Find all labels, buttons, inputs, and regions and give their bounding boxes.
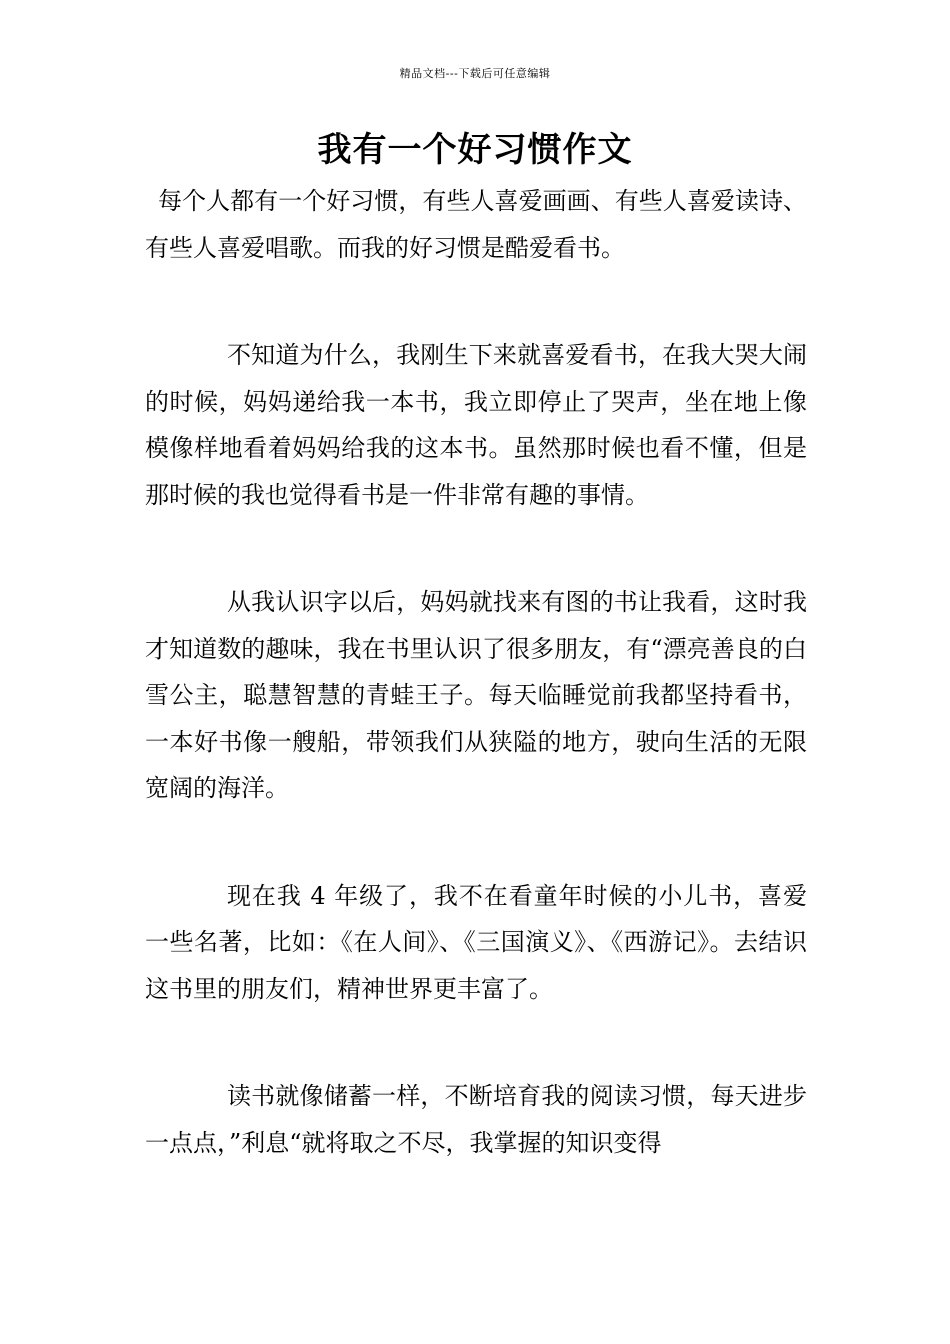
paragraph-gap — [145, 518, 807, 579]
paragraph-4: 现在我 4 年级了，我不在看童年时候的小儿书，喜爱一些名著，比如：《在人间》、《三国演义》、《西游记》。去结识这书里的朋友们，精神世界更丰富了。 — [145, 881, 807, 1003]
paragraph-5: 读书就像储蓄一样，不断培育我的阅读习惯，每天进步一点点，”利息“就将取之不尽，我掌握的知识变得 — [145, 1082, 807, 1157]
document-title: 我有一个好习惯作文 — [317, 130, 633, 170]
paragraph-1: 每个人都有一个好习惯，有些人喜爱画画、有些人喜爱读诗、有些人喜爱唱歌。而我的好习惯是酷爱看书。 — [145, 187, 807, 262]
paragraph-gap — [145, 271, 807, 332]
essay-body — [145, 178, 807, 1166]
paragraph-3: 从我认识字以后，妈妈就找来有图的书让我看，这时我才知道数的趣味，我在书里认识了很多朋友，有“漂亮善良的白雪公主，聪慧智慧的青蛙王子。每天临睡觉前我都坚持看书，一本好书像一艘船，带领我们从狭隘的地方，驶向生活的无限宽阔的海洋。 — [145, 588, 807, 802]
paragraph-gap — [145, 1012, 807, 1073]
paragraph-2: 不知道为什么，我刚生下来就喜爱看书，在我大哭大闹的时候，妈妈递给我一本书，我立即停止了哭声，坐在地上像模像样地看着妈妈给我的这本书。虽然那时候也看不懂，但是那时候的我也觉得看书是一件非常有趣的事情。 — [145, 341, 807, 509]
paragraph-gap — [145, 812, 807, 873]
header-note: 精品文档---下载后可任意编辑 — [399, 67, 551, 80]
